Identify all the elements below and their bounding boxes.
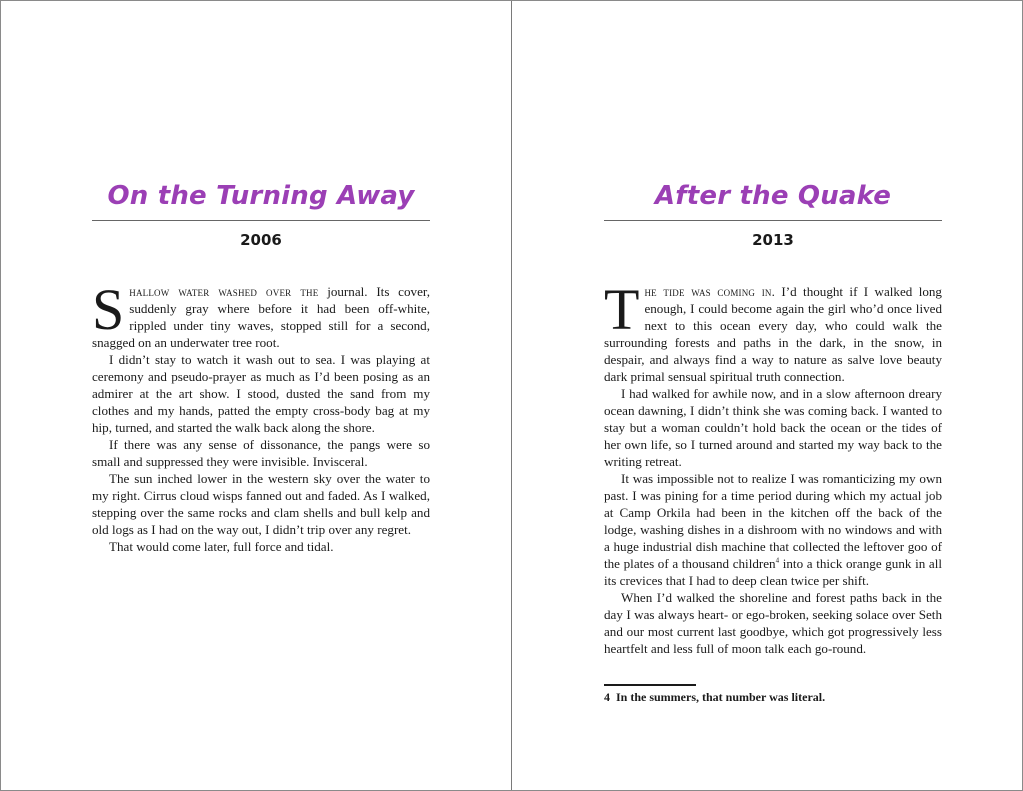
- footnote-reference[interactable]: 4: [775, 556, 780, 565]
- chapter-title: On the Turning Away: [107, 181, 415, 211]
- paragraph-text: journal. Its cover, suddenly gray where before it had been off-white, rippled under tiny waves, stopped still for a second, snagged on an underwater tree root.: [92, 284, 431, 350]
- paragraph-text: into a thick orange gunk in all its crevices that I had to deep clean twice per shift.: [604, 556, 942, 588]
- paragraph: [604, 470, 942, 589]
- paragraph-text: I’d thought if I walked long enough, I could become again the girl who’d once lived next to this ocean every day, who could walk the surrounding forests and paths in the dark, in the snow, in despair, and always find a way to nature as salve love beauty dark primal sensual spiritual truth connection.: [604, 284, 942, 384]
- footnote-rule: [604, 684, 696, 686]
- chapter-body: [604, 277, 942, 657]
- paragraph: That would come later, full force and tidal.: [109, 539, 334, 554]
- lead-in-small-caps: he tide was coming in.: [644, 284, 776, 299]
- chapter-year: 2006: [240, 231, 282, 249]
- paragraph: The sun inched lower in the western sky over the water to my right. Cirrus cloud wisps fanned out and faded. As I walked, stepping over the same rocks and clam shells and bull kelp and old logs as I had on the way out, I didn’t trip over any regret.: [92, 471, 430, 537]
- chapter-title: After the Quake: [654, 181, 892, 211]
- page-gutter: [511, 1, 512, 790]
- title-rule: [92, 220, 430, 221]
- lead-in-small-caps: hallow water washed over the: [129, 284, 319, 299]
- footnote-number: 4: [604, 690, 610, 704]
- paragraph-text: It was impossible not to realize I was romanticizing my own past. I was pining for a time period during which my actual job at Camp Orkila had been in the kitchen off the back of the lodge, washing dishes in a dishroom with no windows and with a huge industrial dish machine that collected the leftover goo of the plates of a thousand children: [604, 471, 942, 571]
- right-page: [604, 1, 942, 790]
- left-page: [92, 1, 430, 790]
- chapter-year: 2013: [752, 231, 794, 249]
- chapter-body: [92, 277, 431, 555]
- paragraph: [92, 277, 431, 351]
- footnote-text: In the summers, that number was literal.: [616, 690, 826, 704]
- title-rule: [604, 220, 942, 221]
- paragraph: I didn’t stay to watch it wash out to sea. I was playing at ceremony and pseudo-prayer as much as I’d been posing as an admirer at the art show. I stood, dusted the sand from my clothes and my hands, patted the empty cross-body bag at my hip, turned, and started the walk back along the shore.: [92, 352, 430, 435]
- paragraph: When I’d walked the shoreline and forest paths back in the day I was always heart- or ego-broken, seeking solace over Seth and our most current last goodbye, which got progressively less heartfelt and less full of moon talk each go-round.: [604, 590, 942, 656]
- paragraph: If there was any sense of dissonance, the pangs were so small and suppressed they were invisible. Invisceral.: [92, 437, 430, 469]
- drop-cap: T: [604, 277, 640, 342]
- paragraph: I had walked for awhile now, and in a slow afternoon dreary ocean dawning, I didn’t think she was coming back. I wanted to stay but a woman couldn’t hold back the ocean or the tides of her own life, so I turned around and started my way back to the writing retreat.: [604, 386, 942, 469]
- drop-cap: S: [92, 277, 125, 342]
- footnote: [604, 690, 942, 705]
- paragraph: [604, 277, 942, 385]
